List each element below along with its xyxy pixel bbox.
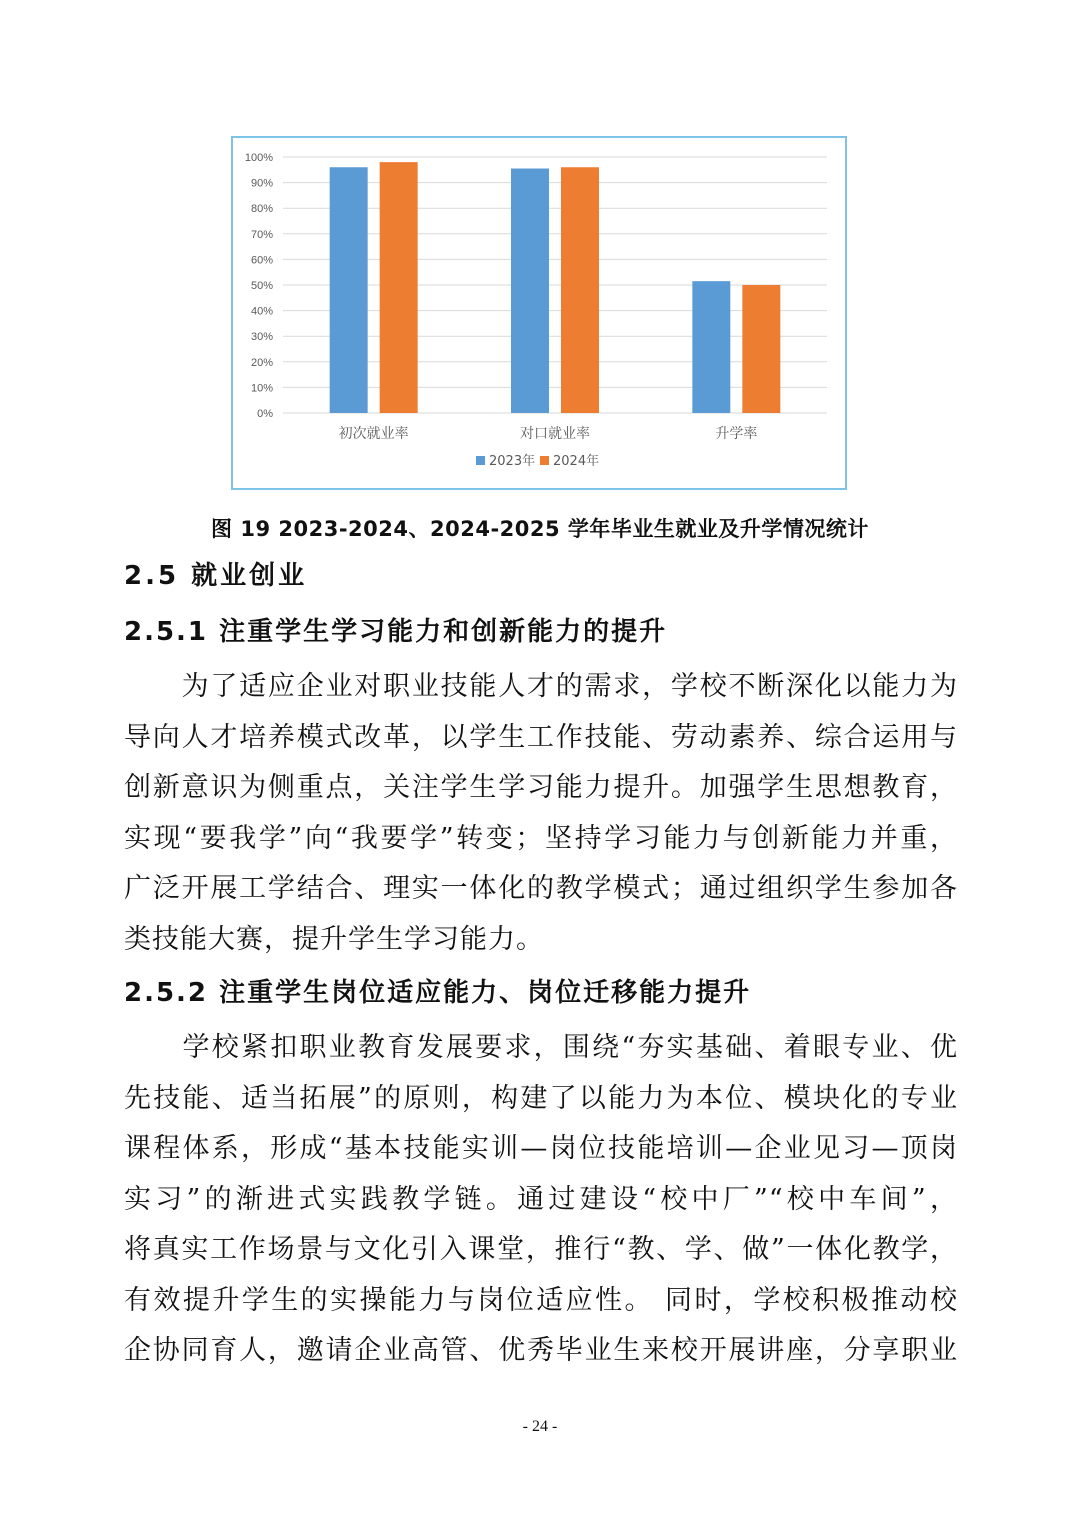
bar-series-2 — [561, 167, 599, 413]
paragraph-line: 广泛开展工学结合、理实一体化的教学模式；通过组织学生参加各 — [124, 873, 958, 904]
subsection-1-paragraph — [124, 662, 958, 965]
x-tick-label: 对口就业率 — [520, 426, 590, 442]
y-tick-label: 60% — [250, 254, 273, 267]
y-tick-label: 70% — [250, 228, 273, 241]
y-tick-label: 0% — [257, 408, 273, 420]
chart-canvas — [233, 138, 845, 488]
bar-series-1 — [330, 167, 368, 413]
legend-label: 2023年 — [489, 454, 536, 469]
paragraph-line: 导向人才培养模式改革，以学生工作技能、劳动素养、综合运用与 — [124, 721, 958, 753]
page-number: - 24 - — [522, 1418, 558, 1435]
x-tick-label: 升学率 — [715, 426, 758, 442]
y-tick-label: 10% — [250, 382, 273, 395]
paragraph-line: 实现“要我学”向“我要学”转变；坚持学习能力与创新能力并重， — [124, 822, 958, 854]
x-tick-label: 初次就业率 — [338, 426, 409, 442]
paragraph-line: 创新意识为侧重点，关注学生学习能力提升。加强学生思想教育， — [124, 772, 958, 803]
figure-caption: 图 19 2023-2024、2024-2025 学年毕业生就业及升学情况统计 — [211, 517, 869, 541]
bar-chart — [231, 136, 847, 490]
subsection-1-title: 2.5.1 注重学生学习能力和创新能力的提升 — [124, 617, 668, 647]
y-tick-label: 80% — [250, 203, 273, 216]
section-title: 2.5 就业创业 — [124, 561, 308, 591]
subsection-2-paragraph — [124, 1023, 958, 1377]
paragraph-line: 课程体系，形成“基本技能实训—岗位技能培训—企业见习—顶岗 — [124, 1133, 958, 1164]
legend-swatch — [540, 456, 549, 465]
y-tick-label: 100% — [244, 152, 273, 164]
paragraph-line: 将真实工作场景与文化引入课堂，推行“教、学、做”一体化教学， — [124, 1234, 958, 1265]
paragraph-line: 学校紧扣职业教育发展要求，围绕“夯实基础、着眼专业、优 — [124, 1032, 958, 1063]
paragraph-line: 为了适应企业对职业技能人才的需求，学校不断深化以能力为 — [124, 671, 958, 702]
paragraph-line: 实习”的渐进式实践教学链。通过建设“校中厂”“校中车间”， — [124, 1183, 958, 1215]
y-tick-label: 20% — [250, 356, 273, 369]
bar-series-1 — [692, 281, 730, 413]
bar-series-2 — [742, 285, 780, 413]
paragraph-line: 企协同育人，邀请企业高管、优秀毕业生来校开展讲座，分享职业 — [124, 1335, 958, 1366]
paragraph-line: 先技能、适当拓展”的原则，构建了以能力为本位、模块化的专业 — [124, 1082, 958, 1114]
bar-series-1 — [511, 169, 549, 413]
y-tick-label: 40% — [250, 305, 273, 318]
paragraph-line: 有效提升学生的实操能力与岗位适应性。 同时，学校积极推动校 — [124, 1284, 958, 1316]
y-tick-label: 30% — [250, 331, 273, 344]
paragraph-line: 类技能大赛，提升学生学习能力。 — [124, 923, 544, 955]
legend-swatch — [476, 456, 485, 465]
y-tick-label: 50% — [250, 280, 273, 292]
y-tick-label: 90% — [250, 177, 273, 190]
legend-label: 2024年 — [553, 454, 600, 469]
bar-series-2 — [380, 162, 418, 413]
subsection-2-title: 2.5.2 注重学生岗位适应能力、岗位迁移能力提升 — [124, 978, 752, 1008]
